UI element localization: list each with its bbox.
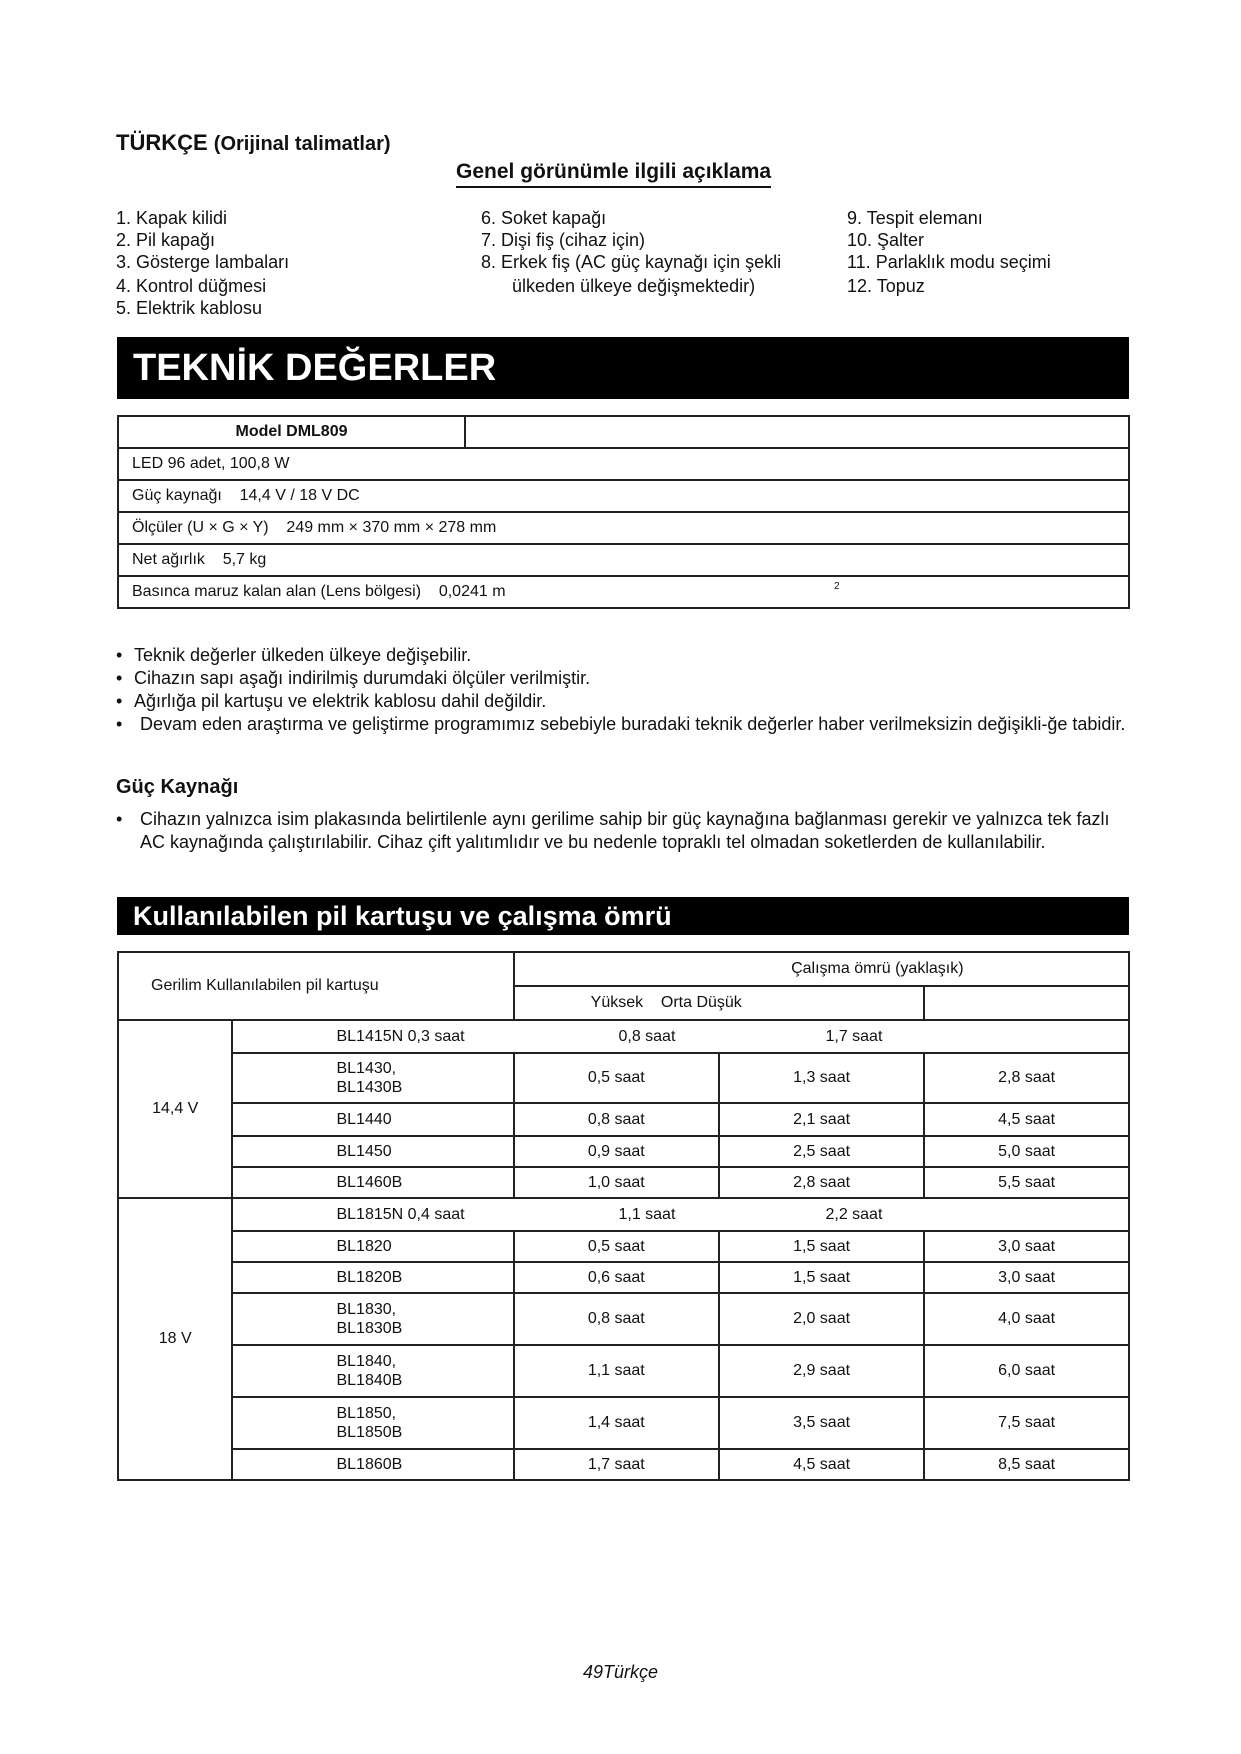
life-low: 3,0 saat [924, 1262, 1129, 1293]
part-item: 8. Erkek fiş (AC güç kaynağı için şekli [481, 252, 782, 272]
header-life: Çalışma ömrü (yaklaşık) [514, 952, 1129, 986]
part-item: 1. Kapak kilidi [116, 208, 228, 228]
table-row [118, 480, 1129, 512]
table-header-row [118, 952, 1129, 986]
language-label: TÜRKÇE [116, 130, 208, 155]
battery-model: BL1830, BL1830B [232, 1293, 513, 1345]
life-high: 1,1 saat [618, 1206, 676, 1223]
part-item: 9. Tespit elemanı [847, 208, 983, 228]
header-voltage-model: Gerilim Kullanılabilen pil kartuşu [118, 952, 514, 1020]
spec-table [117, 415, 1130, 609]
life-low: 6,0 saat [924, 1345, 1129, 1397]
life-mid: 2,0 saat [719, 1293, 924, 1345]
note-item: • Devam eden araştırma ve geliştirme programımız sebebiyle buradaki teknik değerler haber verilmeksizin değişikli-ğe tabidir. [116, 713, 1140, 736]
table-row [118, 1103, 1129, 1136]
life-high: 1,4 saat [514, 1397, 719, 1449]
table-row [118, 1262, 1129, 1293]
battery-row-text [232, 1020, 1129, 1053]
table-row [118, 1198, 1129, 1231]
table-row [118, 1053, 1129, 1103]
header-life-levels: Yüksek Orta Düşük [514, 986, 925, 1020]
life-high: 0,6 saat [514, 1262, 719, 1293]
life-high: 0,5 saat [514, 1231, 719, 1262]
page-footer: 49Türkçe [582, 1662, 659, 1682]
life-high: 1,0 saat [514, 1167, 719, 1198]
table-row [118, 1167, 1129, 1198]
parts-column-2 [481, 207, 781, 297]
voltage-cell: 18 V [118, 1198, 232, 1480]
battery-section-title: Kullanılabilen pil kartuşu ve çalışma ömrü [117, 897, 1129, 935]
battery-model: BL1450 [232, 1136, 513, 1167]
battery-row-text [232, 1198, 1129, 1231]
part-item: 6. Soket kapağı [481, 208, 607, 228]
power-text: • Cihazın yalnızca isim plakasında belirtilenle aynı gerilime sahip bir güç kaynağına bağlanması gerekir ve yalnızca tek fazlı AC kaynağında çalıştırılabilir. Cihaz çift yalıtımlıdır ve bu nedenle topraklı tel olmadan soketlerden de kullanılabilir. [116, 808, 1130, 854]
life-low: 7,5 saat [924, 1397, 1129, 1449]
empty-cell [465, 416, 1129, 448]
life-low: 8,5 saat [924, 1449, 1129, 1480]
life-mid: 2,2 saat [825, 1206, 883, 1223]
parts-column-1 [116, 207, 289, 319]
life-high: 0,5 saat [514, 1053, 719, 1103]
battery-model: BL1850, BL1850B [232, 1397, 513, 1449]
part-item: 4. Kontrol düğmesi [116, 276, 267, 296]
part-item: 2. Pil kapağı [116, 230, 216, 250]
battery-model: BL1860B [232, 1449, 513, 1480]
battery-model: BL1840, BL1840B [232, 1345, 513, 1397]
life-mid: 1,7 saat [825, 1028, 883, 1045]
table-row [118, 1136, 1129, 1167]
battery-model: BL1815N 0,4 saat [336, 1205, 465, 1223]
part-item: 10. Şalter [847, 230, 925, 250]
life-mid: 1,3 saat [719, 1053, 924, 1103]
table-row [118, 544, 1129, 576]
battery-model: BL1440 [232, 1103, 513, 1136]
spec-cell: Net ağırlık 5,7 kg [118, 544, 1129, 576]
battery-model: BL1430, BL1430B [232, 1053, 513, 1103]
power-heading: Güç Kaynağı [116, 776, 239, 798]
voltage-cell: 14,4 V [118, 1020, 232, 1198]
spec-cell: LED 96 adet, 100,8 W [118, 448, 1129, 480]
part-item: 7. Dişi fiş (cihaz için) [481, 230, 646, 250]
overview-heading: Genel görünümle ilgili açıklama [456, 160, 771, 188]
life-high: 0,8 saat [514, 1103, 719, 1136]
part-item: 3. Gösterge lambaları [116, 252, 290, 272]
life-high: 0,8 saat [514, 1293, 719, 1345]
table-row [118, 1231, 1129, 1262]
part-item: 5. Elektrik kablosu [116, 298, 263, 318]
spec-cell: Ölçüler (U × G × Y) 249 mm × 370 mm × 278 mm [118, 512, 1129, 544]
table-row [118, 512, 1129, 544]
note-item: • Ağırlığa pil kartuşu ve elektrik kablosu dahil değildir. [116, 690, 1136, 713]
table-row [118, 1449, 1129, 1480]
spec-cell [118, 576, 1129, 608]
battery-model: BL1415N 0,3 saat [336, 1027, 465, 1045]
life-low: 2,8 saat [924, 1053, 1129, 1103]
life-mid: 2,8 saat [719, 1167, 924, 1198]
power-text-block [116, 808, 1136, 854]
spec-notes [116, 644, 1136, 736]
table-row [118, 416, 1129, 448]
table-row [118, 1293, 1129, 1345]
spec-cell: Güç kaynağı 14,4 V / 18 V DC [118, 480, 1129, 512]
life-low: 4,0 saat [924, 1293, 1129, 1345]
language-title [116, 130, 391, 156]
life-mid: 3,5 saat [719, 1397, 924, 1449]
spec-section-title: TEKNİK DEĞERLER [117, 337, 1129, 399]
life-low: 5,0 saat [924, 1136, 1129, 1167]
life-mid: 2,9 saat [719, 1345, 924, 1397]
life-mid: 2,1 saat [719, 1103, 924, 1136]
life-high: 1,7 saat [514, 1449, 719, 1480]
table-row [118, 1397, 1129, 1449]
table-row [118, 1345, 1129, 1397]
life-high: 1,1 saat [514, 1345, 719, 1397]
battery-model: BL1820 [232, 1231, 513, 1262]
note-item: • Teknik değerler ülkeden ülkeye değişebilir. [116, 644, 1136, 667]
life-low: 3,0 saat [924, 1231, 1129, 1262]
empty-cell [924, 986, 1129, 1020]
life-mid: 1,5 saat [719, 1262, 924, 1293]
life-mid: 1,5 saat [719, 1231, 924, 1262]
note-item: • Cihazın sapı aşağı indirilmiş durumdaki ölçüler verilmiştir. [116, 667, 1136, 690]
model-cell: Model DML809 [118, 416, 465, 448]
table-row [118, 576, 1129, 608]
superscript-2: 2 [834, 581, 840, 592]
spec-area-text: Basınca maruz kalan alan (Lens bölgesi) 0,0241 m [132, 583, 506, 600]
part-item: 12. Topuz [847, 276, 925, 296]
life-mid: 4,5 saat [719, 1449, 924, 1480]
table-row [118, 1020, 1129, 1053]
language-subtitle: (Orijinal talimatlar) [213, 133, 391, 155]
part-item-continuation: ülkeden ülkeye değişmektedir) [512, 276, 756, 296]
part-item: 11. Parlaklık modu seçimi [847, 252, 1051, 272]
life-high: 0,9 saat [514, 1136, 719, 1167]
parts-column-3 [847, 207, 1051, 297]
life-high: 0,8 saat [618, 1028, 676, 1045]
battery-table [117, 951, 1130, 1481]
table-row [118, 448, 1129, 480]
life-low: 4,5 saat [924, 1103, 1129, 1136]
life-low: 5,5 saat [924, 1167, 1129, 1198]
life-mid: 2,5 saat [719, 1136, 924, 1167]
battery-model: BL1820B [232, 1262, 513, 1293]
battery-model: BL1460B [232, 1167, 513, 1198]
